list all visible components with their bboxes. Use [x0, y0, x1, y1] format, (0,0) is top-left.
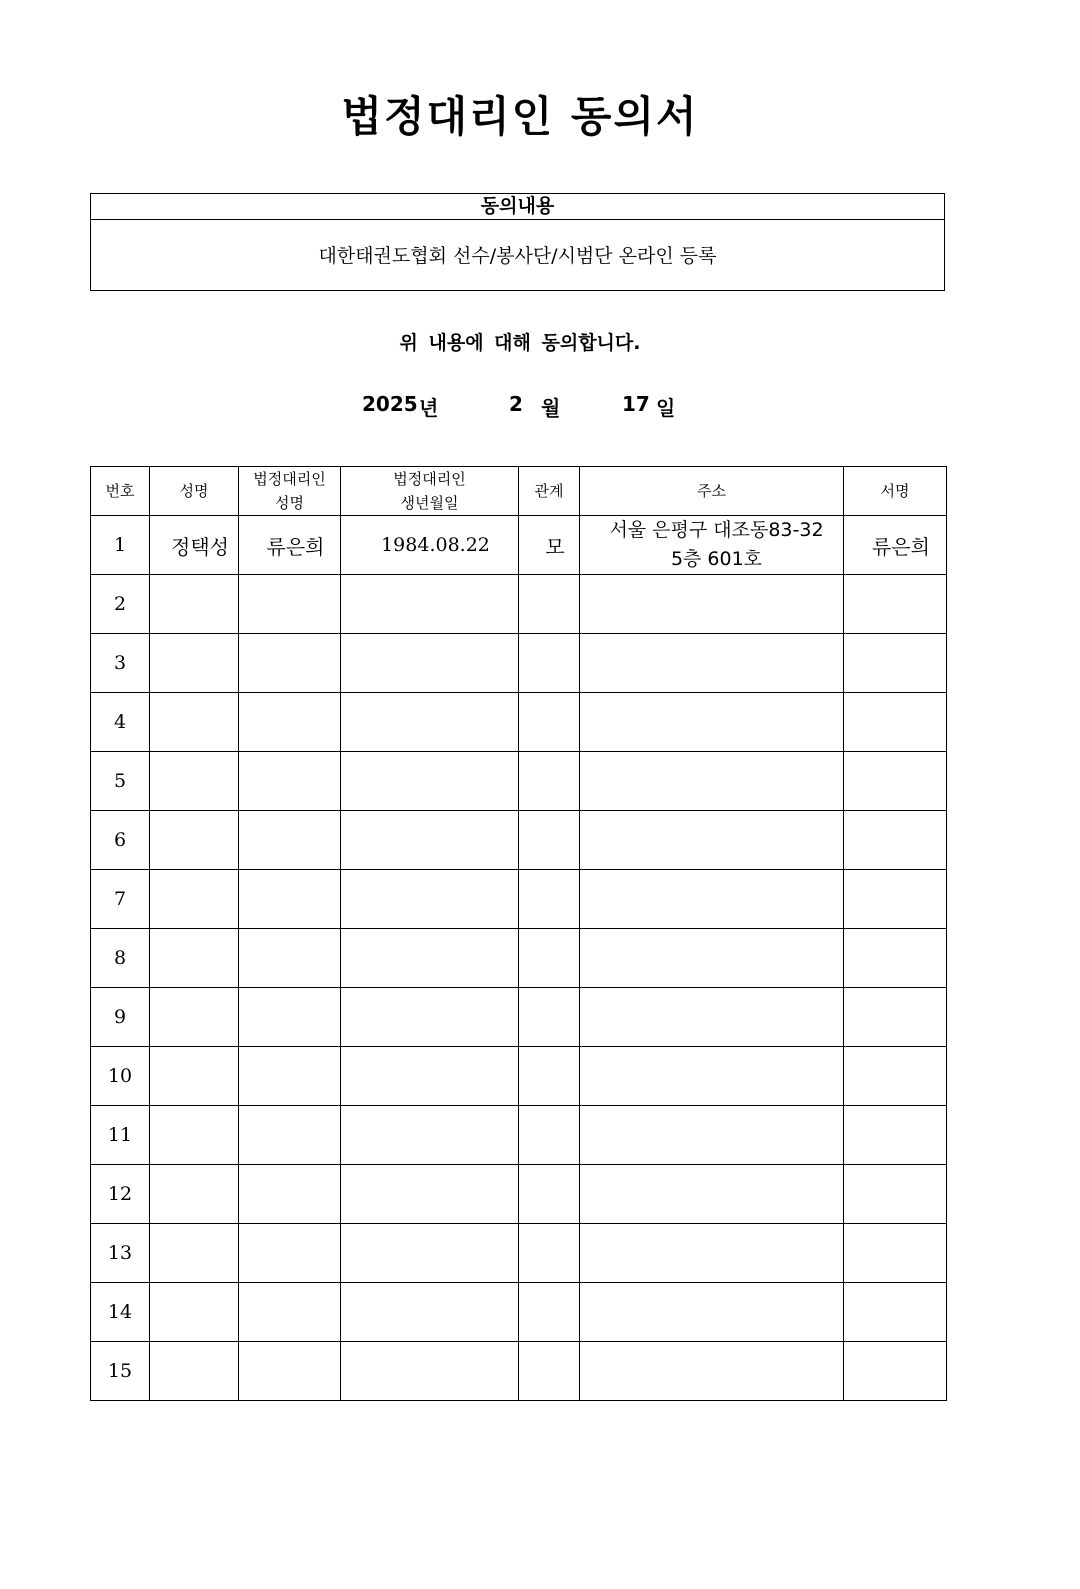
- row-guardian-birth: [341, 1106, 519, 1165]
- row-guardian-name: [239, 1047, 341, 1106]
- row-guardian-birth: [341, 870, 519, 929]
- row-name: [150, 1047, 239, 1106]
- table-row: [91, 1342, 947, 1401]
- table-row: [91, 1283, 947, 1342]
- row-guardian-birth: [341, 1283, 519, 1342]
- consent-body: 대한태권도협회 선수/봉사단/시범단 온라인 등록: [318, 245, 717, 267]
- row-signature: [844, 752, 947, 811]
- row-relation: [519, 1283, 580, 1342]
- header-relation: 관계: [519, 467, 580, 516]
- header-guardian-birth-line1: 법정대리인: [393, 470, 466, 488]
- row-address: [580, 1047, 844, 1106]
- row-address: [580, 811, 844, 870]
- table-row: [91, 634, 947, 693]
- row-number: 2: [91, 575, 150, 634]
- row-guardian-name: [239, 1224, 341, 1283]
- row-signature: [844, 1106, 947, 1165]
- row-number: 8: [91, 929, 150, 988]
- row-address: [580, 693, 844, 752]
- row-number: 9: [91, 988, 150, 1047]
- row-name: [150, 1283, 239, 1342]
- header-number: 번호: [91, 467, 150, 516]
- row-guardian-birth: [341, 1224, 519, 1283]
- row-number: 3: [91, 634, 150, 693]
- row-signature: [844, 811, 947, 870]
- table-row: [91, 870, 947, 929]
- row-address: [580, 1224, 844, 1283]
- row-guardian-birth: [341, 1047, 519, 1106]
- row-guardian-birth: 1984.08.22: [341, 516, 519, 575]
- page-title: 법정대리인 동의서: [341, 92, 699, 141]
- row-guardian-name: [239, 1106, 341, 1165]
- row-number: 7: [91, 870, 150, 929]
- row-address: [580, 575, 844, 634]
- date-month-unit: 월: [541, 396, 561, 420]
- row-name: [150, 1342, 239, 1401]
- header-signature: 서명: [844, 467, 947, 516]
- row-address: [580, 752, 844, 811]
- header-guardian-birth-line2: 생년월일: [400, 494, 459, 512]
- row-name: [150, 988, 239, 1047]
- table-row: [91, 516, 947, 575]
- row-address: [580, 988, 844, 1047]
- row-relation: [519, 575, 580, 634]
- row-name: [150, 1224, 239, 1283]
- row-address: [580, 516, 844, 575]
- row-name: 정택성: [150, 516, 239, 575]
- table-row: [91, 752, 947, 811]
- date-day: 17: [622, 392, 650, 416]
- table-row: [91, 811, 947, 870]
- row-number: 10: [91, 1047, 150, 1106]
- table-row: [91, 1165, 947, 1224]
- row-relation: [519, 752, 580, 811]
- table-row: [91, 1106, 947, 1165]
- row-relation: [519, 870, 580, 929]
- agree-statement: 위 내용에 대해 동의합니다.: [399, 332, 641, 354]
- row-name: [150, 929, 239, 988]
- row-signature: [844, 693, 947, 752]
- row-guardian-name: [239, 988, 341, 1047]
- row-relation: [519, 988, 580, 1047]
- header-guardian-birth: [341, 467, 519, 516]
- row-number: 12: [91, 1165, 150, 1224]
- row-number: 1: [91, 516, 150, 575]
- table-row: [91, 929, 947, 988]
- row-guardian-name: [239, 811, 341, 870]
- row-guardian-birth: [341, 929, 519, 988]
- table-row: [91, 1224, 947, 1283]
- row-address: [580, 1165, 844, 1224]
- row-relation: [519, 1224, 580, 1283]
- row-name: [150, 693, 239, 752]
- header-guardian-name-line1: 법정대리인: [253, 470, 326, 488]
- row-signature: [844, 1047, 947, 1106]
- row-guardian-name: [239, 870, 341, 929]
- row-address: [580, 634, 844, 693]
- table-row: [91, 1047, 947, 1106]
- date-day-unit: 일: [656, 396, 676, 420]
- row-name: [150, 870, 239, 929]
- signature-table: [90, 466, 947, 1401]
- row-signature: [844, 575, 947, 634]
- row-address: [580, 1106, 844, 1165]
- table-row: [91, 693, 947, 752]
- header-guardian-name-line2: 성명: [275, 494, 304, 512]
- row-relation: [519, 811, 580, 870]
- row-signature: [844, 870, 947, 929]
- row-address: [580, 1342, 844, 1401]
- row-number: 15: [91, 1342, 150, 1401]
- row-name: [150, 634, 239, 693]
- row-relation: [519, 929, 580, 988]
- header-address: 주소: [580, 467, 844, 516]
- row-signature: [844, 1342, 947, 1401]
- date-month: 2: [509, 392, 523, 416]
- table-row: [91, 575, 947, 634]
- row-address: [580, 929, 844, 988]
- row-guardian-name: [239, 752, 341, 811]
- row-name: [150, 1165, 239, 1224]
- row-address-line2: 5층 601호: [670, 548, 763, 570]
- row-signature: [844, 988, 947, 1047]
- row-name: [150, 1106, 239, 1165]
- row-guardian-name: 류은희: [239, 516, 341, 575]
- row-relation: [519, 1047, 580, 1106]
- row-signature: [844, 1165, 947, 1224]
- row-address-line1: 서울 은평구 대조동83-32: [609, 519, 824, 541]
- row-guardian-birth: [341, 1342, 519, 1401]
- row-relation: [519, 634, 580, 693]
- row-address: [580, 870, 844, 929]
- row-guardian-birth: [341, 693, 519, 752]
- row-number: 5: [91, 752, 150, 811]
- row-relation: [519, 1106, 580, 1165]
- row-number: 13: [91, 1224, 150, 1283]
- row-signature: [844, 929, 947, 988]
- row-guardian-name: [239, 575, 341, 634]
- consent-box: [90, 193, 945, 291]
- row-number: 11: [91, 1106, 150, 1165]
- row-guardian-birth: [341, 575, 519, 634]
- row-guardian-birth: [341, 988, 519, 1047]
- row-address: [580, 1283, 844, 1342]
- row-guardian-name: [239, 1165, 341, 1224]
- row-signature: [844, 634, 947, 693]
- row-number: 14: [91, 1283, 150, 1342]
- row-guardian-birth: [341, 1165, 519, 1224]
- row-relation: [519, 1342, 580, 1401]
- row-number: 6: [91, 811, 150, 870]
- table-header-row: [91, 467, 947, 516]
- row-guardian-name: [239, 634, 341, 693]
- date-year-unit: 년: [419, 396, 439, 420]
- row-guardian-birth: [341, 634, 519, 693]
- header-guardian-name: [239, 467, 341, 516]
- row-guardian-birth: [341, 811, 519, 870]
- row-guardian-birth: [341, 752, 519, 811]
- row-name: [150, 575, 239, 634]
- row-name: [150, 752, 239, 811]
- row-guardian-name: [239, 1283, 341, 1342]
- row-guardian-name: [239, 929, 341, 988]
- row-relation: [519, 693, 580, 752]
- row-guardian-name: [239, 693, 341, 752]
- row-signature: [844, 1224, 947, 1283]
- row-relation: 모: [519, 516, 580, 575]
- row-name: [150, 811, 239, 870]
- consent-header: 동의내용: [91, 194, 944, 220]
- row-relation: [519, 1165, 580, 1224]
- row-guardian-name: [239, 1342, 341, 1401]
- row-signature: 류은희: [844, 516, 947, 575]
- date-year: 2025: [362, 392, 418, 416]
- table-row: [91, 988, 947, 1047]
- row-signature: [844, 1283, 947, 1342]
- header-name: 성명: [150, 467, 239, 516]
- row-number: 4: [91, 693, 150, 752]
